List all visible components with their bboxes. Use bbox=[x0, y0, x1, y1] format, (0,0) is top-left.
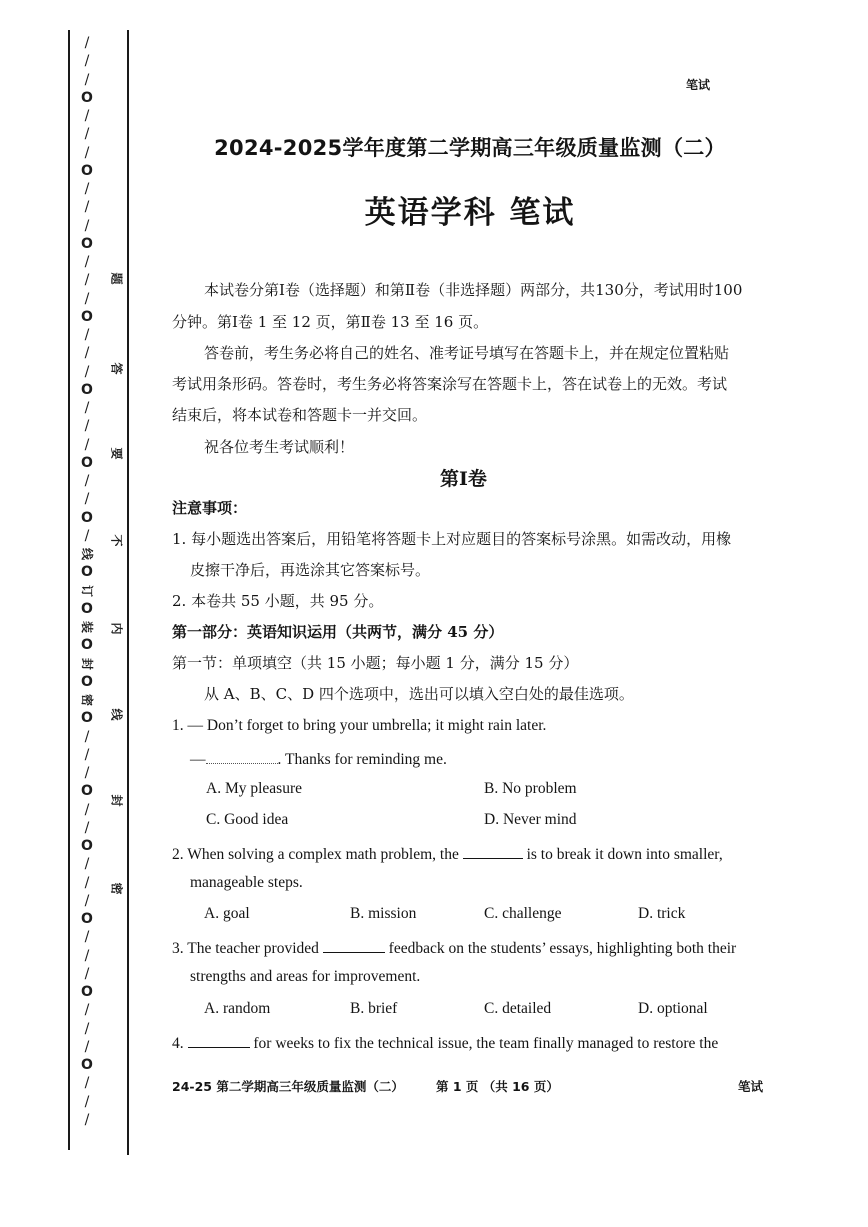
note-item: 2. 本卷共 55 小题，共 95 分。 bbox=[172, 592, 384, 610]
binding-slash: / bbox=[84, 254, 90, 270]
binding-slash: / bbox=[84, 929, 90, 945]
binding-circle: O bbox=[81, 510, 93, 526]
binding-slash: / bbox=[84, 418, 90, 434]
binding-slash: / bbox=[84, 108, 90, 124]
question-text: . Thanks for reminding me. bbox=[277, 751, 447, 768]
option-a: A. goal bbox=[204, 905, 250, 922]
question-text: is to break it down into smaller, bbox=[526, 846, 723, 863]
section-heading: 第一节：单项填空（共 15 小题；每小题 1 分，满分 15 分） bbox=[172, 654, 579, 672]
binding-circle: O bbox=[81, 710, 93, 726]
binding-slash: / bbox=[84, 966, 90, 982]
binding-circle: O bbox=[81, 309, 93, 325]
binding-notice-char: 线 bbox=[109, 708, 124, 721]
question-text: feedback on the students’ essays, highlighting both their bbox=[388, 940, 737, 957]
binding-slash: / bbox=[84, 802, 90, 818]
section-instruction: 从 A、B、C、D 四个选项中，选出可以填入空白处的最佳选项。 bbox=[204, 685, 634, 703]
binding-circle: O bbox=[81, 90, 93, 106]
binding-slash: / bbox=[84, 948, 90, 964]
binding-slash: / bbox=[84, 1094, 90, 1110]
binding-slash: / bbox=[84, 181, 90, 197]
binding-slash: / bbox=[84, 1112, 90, 1128]
binding-slash: / bbox=[84, 1002, 90, 1018]
binding-circle: O bbox=[81, 564, 93, 580]
binding-slash: / bbox=[84, 327, 90, 343]
binding-circle: O bbox=[81, 783, 93, 799]
binding-slash: / bbox=[84, 218, 90, 234]
binding-slash: / bbox=[84, 729, 90, 745]
binding-circle: O bbox=[81, 1057, 93, 1073]
binding-notice-char: 内 bbox=[109, 622, 124, 635]
binding-slash: / bbox=[84, 437, 90, 453]
binding-slash: / bbox=[84, 820, 90, 836]
notes-heading: 注意事项： bbox=[172, 499, 248, 517]
option-d: D. optional bbox=[638, 1000, 708, 1017]
question-text: 4. bbox=[172, 1035, 184, 1052]
binding-circle: O bbox=[81, 637, 93, 653]
binding-circle: O bbox=[81, 163, 93, 179]
answer-blank bbox=[188, 1031, 250, 1048]
binding-slash: / bbox=[84, 1075, 90, 1091]
option-d: D. trick bbox=[638, 905, 686, 922]
option-c: C. Good idea bbox=[206, 811, 289, 828]
binding-circle: O bbox=[81, 236, 93, 252]
option-d: D. Never mind bbox=[484, 811, 577, 828]
binding-label: 装 bbox=[80, 620, 94, 633]
option-b: B. No problem bbox=[484, 780, 577, 797]
binding-slash: / bbox=[84, 199, 90, 215]
binding-slash: / bbox=[84, 473, 90, 489]
binding-circle: O bbox=[81, 984, 93, 1000]
question-3 bbox=[172, 936, 736, 959]
option-b: B. mission bbox=[350, 905, 417, 922]
question-1: 1. — Don’t forget to bring your umbrella; it might rain later. bbox=[172, 717, 547, 734]
binding-slash: / bbox=[84, 126, 90, 142]
binding-circle: O bbox=[81, 838, 93, 854]
binding-slash: / bbox=[84, 345, 90, 361]
binding-line-left bbox=[68, 30, 70, 1150]
binding-slash: / bbox=[84, 1039, 90, 1055]
answer-blank bbox=[206, 747, 278, 764]
question-2-cont: manageable steps. bbox=[190, 874, 303, 891]
binding-notice-char: 题 bbox=[109, 272, 124, 285]
intro-line: 祝各位考生考试顺利！ bbox=[204, 438, 355, 456]
binding-slash: / bbox=[84, 53, 90, 69]
intro-line: 分钟。第Ⅰ卷 1 至 12 页，第Ⅱ卷 13 至 16 页。 bbox=[172, 313, 489, 331]
question-2 bbox=[172, 842, 723, 865]
option-b: B. brief bbox=[350, 1000, 398, 1017]
question-4 bbox=[172, 1031, 718, 1054]
binding-label: 密 bbox=[80, 693, 94, 706]
binding-notice bbox=[106, 270, 128, 910]
intro-line: 答卷前，考生务必将自己的姓名、准考证号填写在答题卡上，并在规定位置粘贴 bbox=[204, 344, 730, 362]
dash: — bbox=[190, 751, 206, 768]
binding-slash: / bbox=[84, 491, 90, 507]
option-a: A. random bbox=[204, 1000, 271, 1017]
footer-exam-name: 24-25 第二学期高三年级质量监测（二） bbox=[172, 1079, 404, 1094]
corner-label: 笔试 bbox=[686, 78, 711, 92]
binding-notice-char: 要 bbox=[109, 447, 124, 460]
binding-circle: O bbox=[81, 382, 93, 398]
binding-slash: / bbox=[84, 528, 90, 544]
binding-slash: / bbox=[84, 145, 90, 161]
binding-slash: / bbox=[84, 747, 90, 763]
intro-line: 本试卷分第Ⅰ卷（选择题）和第Ⅱ卷（非选择题）两部分，共130分，考试用时100 bbox=[204, 281, 743, 299]
binding-slash: / bbox=[84, 400, 90, 416]
question-1-answer-line bbox=[190, 747, 447, 770]
volume-title: 第Ⅰ卷 bbox=[440, 468, 487, 490]
binding-slash: / bbox=[84, 291, 90, 307]
binding-circle: O bbox=[81, 674, 93, 690]
option-c: C. challenge bbox=[484, 905, 562, 922]
binding-label: 封 bbox=[80, 657, 94, 670]
footer-page-number: 第 1 页 （共 16 页） bbox=[436, 1079, 559, 1094]
binding-circle: O bbox=[81, 601, 93, 617]
binding-slash: / bbox=[84, 893, 90, 909]
binding-slash: / bbox=[84, 875, 90, 891]
binding-slash: / bbox=[84, 1021, 90, 1037]
footer-label: 笔试 bbox=[738, 1079, 764, 1094]
intro-line: 结束后，将本试卷和答题卡一并交回。 bbox=[172, 406, 428, 424]
option-a: A. My pleasure bbox=[206, 780, 302, 797]
question-text: for weeks to fix the technical issue, the team finally managed to restore the bbox=[253, 1035, 719, 1052]
part-heading: 第一部分：英语知识运用（共两节，满分 45 分） bbox=[172, 623, 504, 641]
binding-notice-char: 答 bbox=[109, 362, 124, 375]
binding-slash: / bbox=[84, 72, 90, 88]
question-3-cont: strengths and areas for improvement. bbox=[190, 968, 421, 985]
binding-slash: / bbox=[84, 765, 90, 781]
binding-slash: / bbox=[84, 856, 90, 872]
binding-label: 订 bbox=[80, 584, 94, 597]
intro-line: 考试用条形码。答卷时，考生务必将答案涂写在答题卡上，答在试卷上的无效。考试 bbox=[172, 375, 728, 393]
binding-slash: / bbox=[84, 364, 90, 380]
binding-circle: O bbox=[81, 455, 93, 471]
answer-blank bbox=[323, 936, 385, 953]
question-text: 3. The teacher provided bbox=[172, 940, 319, 957]
binding-strip bbox=[74, 35, 100, 1130]
binding-slash: / bbox=[84, 35, 90, 51]
note-item: 皮擦干净后，再选涂其它答案标号。 bbox=[190, 561, 431, 579]
binding-slash: / bbox=[84, 272, 90, 288]
answer-blank bbox=[463, 842, 523, 859]
exam-subtitle: 英语学科 笔试 bbox=[364, 195, 576, 231]
note-item: 1. 每小题选出答案后，用铅笔将答题卡上对应题目的答案标号涂黑。如需改动，用橡 bbox=[172, 530, 732, 548]
binding-notice-char: 封 bbox=[109, 794, 124, 807]
binding-notice-char: 密 bbox=[109, 882, 124, 895]
question-text: 2. When solving a complex math problem, the bbox=[172, 846, 459, 863]
binding-label: 线 bbox=[80, 547, 94, 560]
option-c: C. detailed bbox=[484, 1000, 552, 1017]
binding-circle: O bbox=[81, 911, 93, 927]
binding-notice-char: 不 bbox=[109, 534, 124, 547]
exam-title: 2024-2025学年度第二学期高三年级质量监测（二） bbox=[214, 136, 726, 160]
